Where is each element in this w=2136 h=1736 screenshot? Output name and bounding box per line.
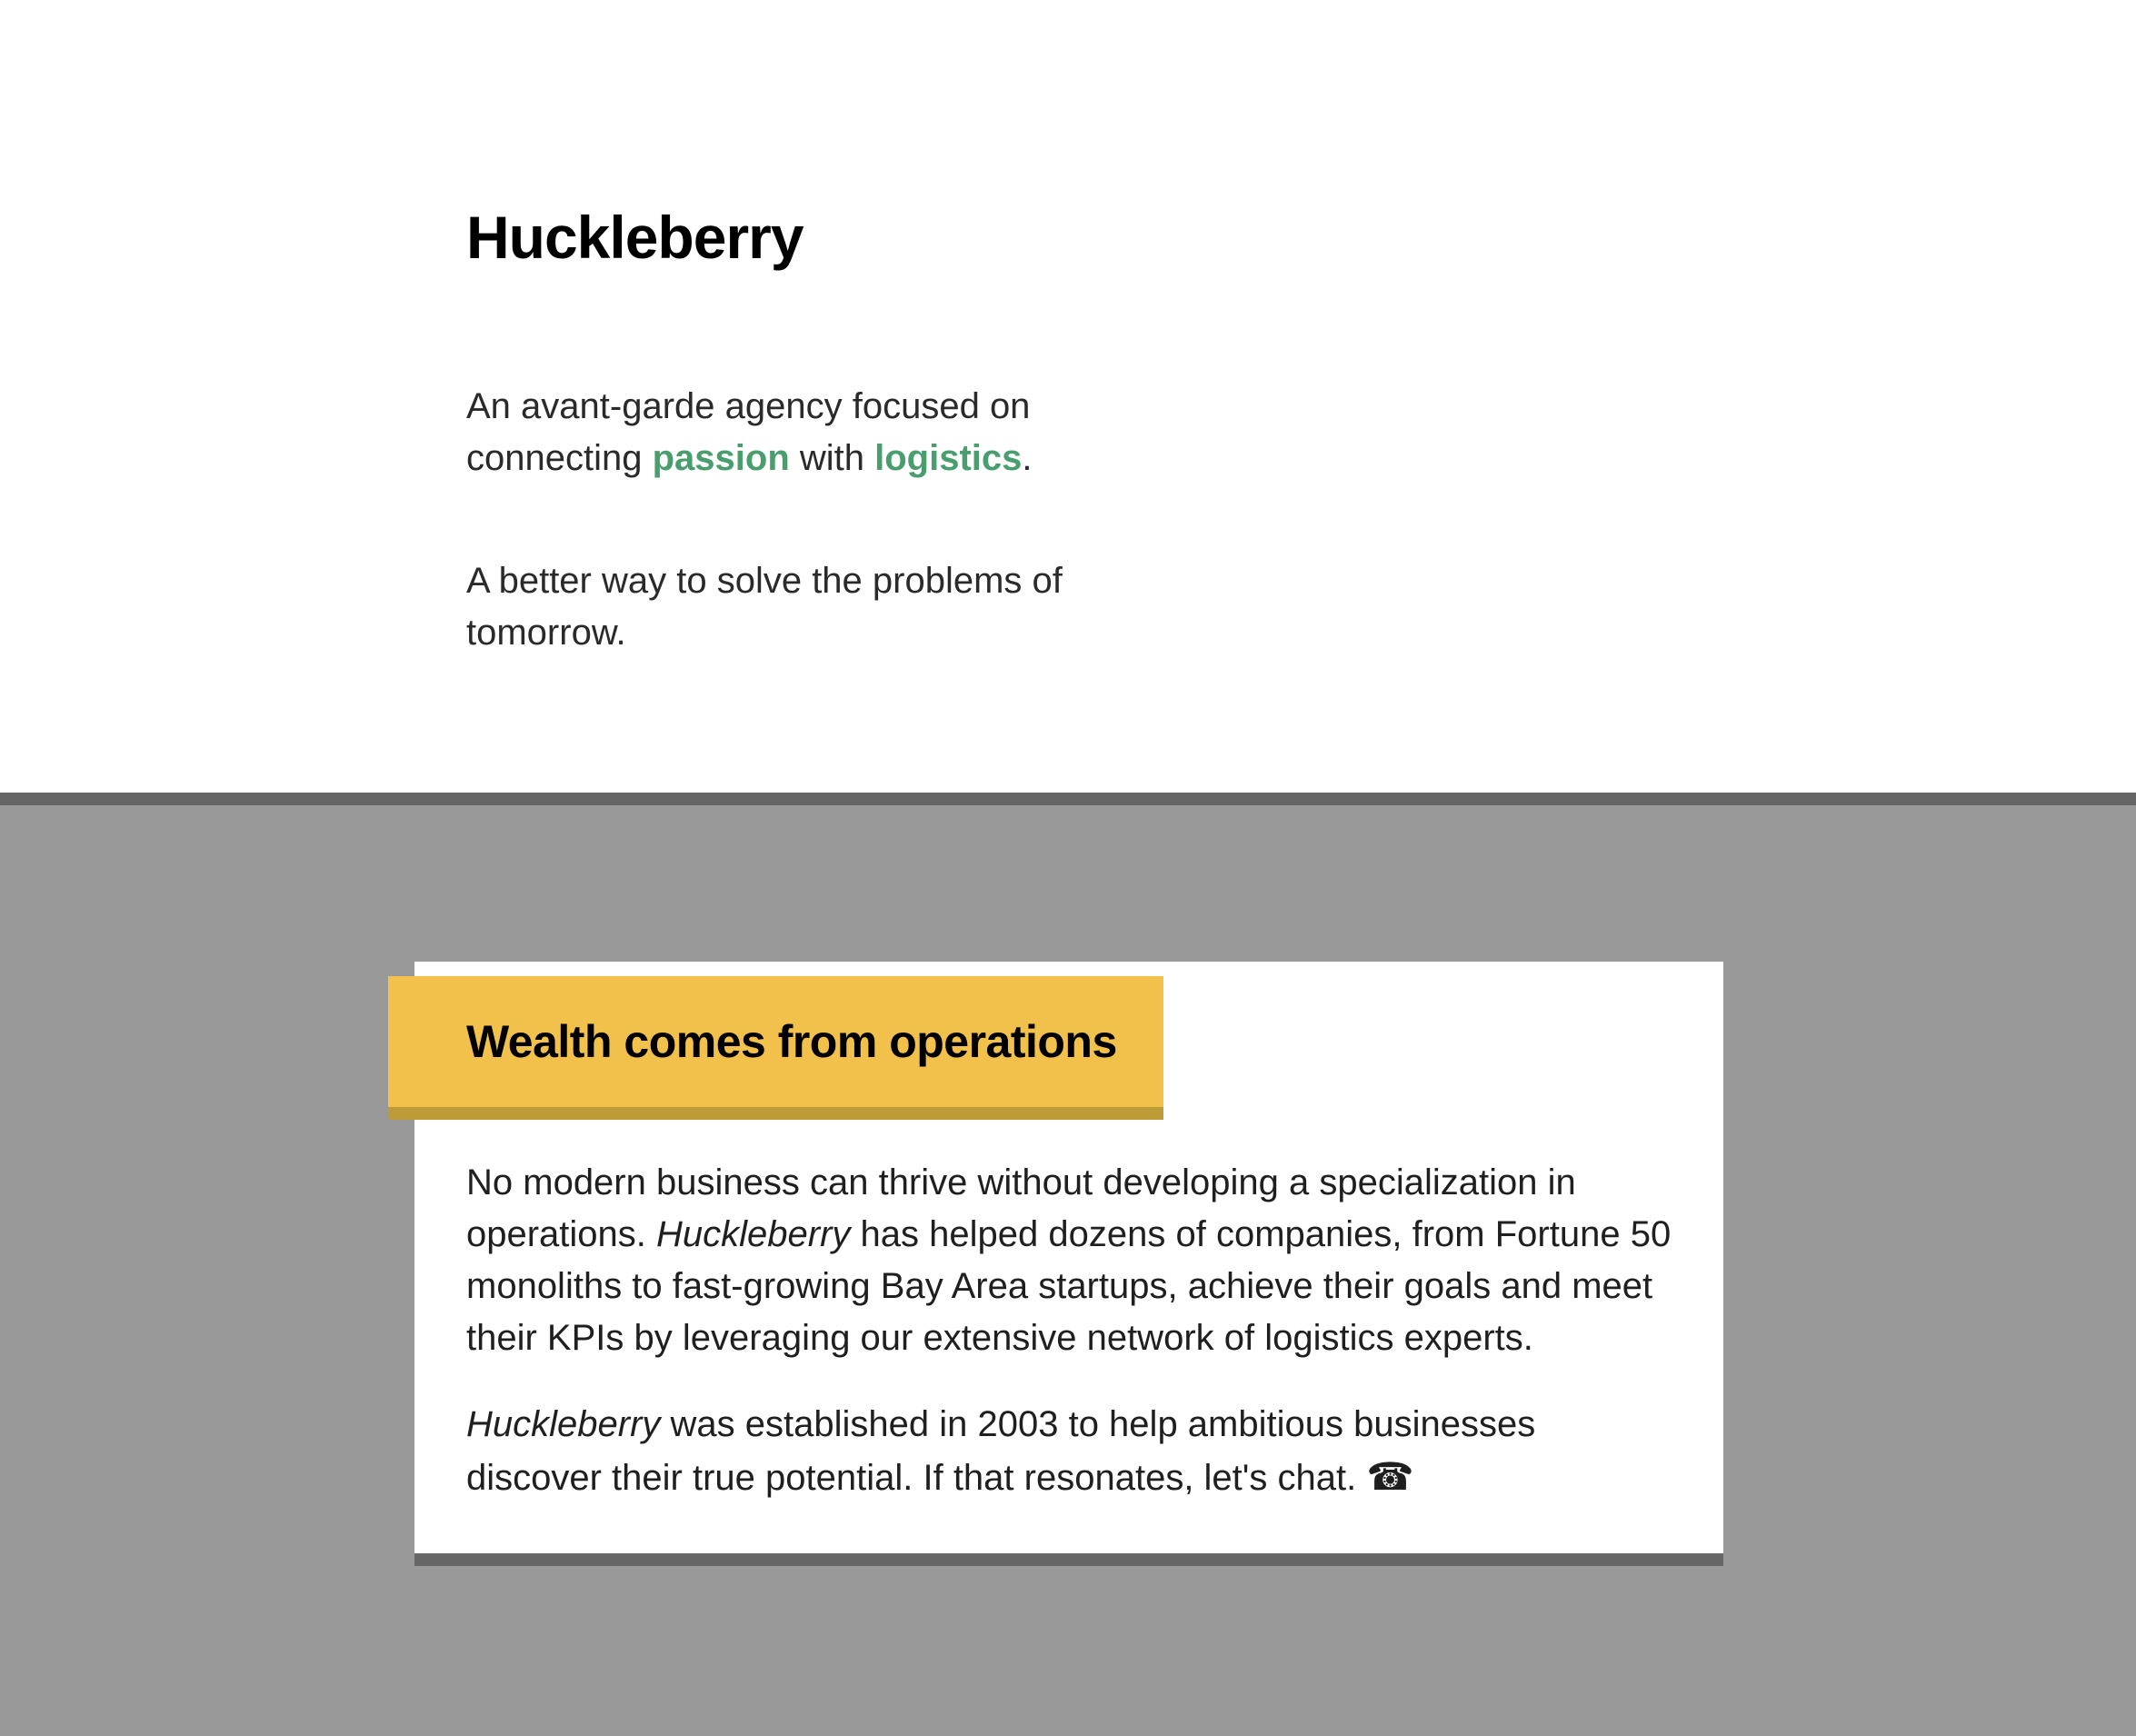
brand-name-italic: Huckleberry: [656, 1214, 851, 1254]
page-title: Huckleberry: [466, 204, 803, 271]
card-paragraph-1: [466, 1157, 1672, 1364]
intro-line-2: [466, 433, 2136, 484]
phone-icon[interactable]: ☎: [1366, 1454, 1414, 1499]
card-banner-title: Wealth comes from operations: [466, 1016, 1117, 1067]
intro-paragraph: [466, 381, 2136, 484]
tagline-line-1: A better way to solve the problems of: [466, 561, 1063, 601]
intro-line2-middle: with: [789, 438, 875, 478]
intro-line2-suffix: .: [1022, 438, 1033, 478]
card-banner: [388, 976, 1163, 1107]
card-p1-text-before: No modern business can thrive without developing a specialization in operations.: [466, 1162, 1576, 1254]
hero-section: [0, 0, 2136, 793]
passion-highlight: passion: [652, 438, 790, 478]
operations-section: [0, 805, 2136, 1736]
tagline-line-2: tomorrow.: [466, 613, 626, 653]
section-divider: [0, 793, 2136, 805]
tagline-paragraph: [466, 555, 2136, 659]
card-paragraph-2: [466, 1399, 1672, 1504]
logistics-highlight: logistics: [874, 438, 1023, 478]
brand-name-italic: Huckleberry: [466, 1404, 661, 1444]
operations-card: [414, 962, 1723, 1553]
intro-line2-prefix: connecting: [466, 438, 653, 478]
card-p1-text-after: has helped dozens of companies, from Fortune 50 monoliths to fast-growing Bay Area startups, achieve their goals and meet their KPIs by leveraging our extensive network of logistics experts.: [466, 1214, 1672, 1358]
intro-line-1: An avant-garde agency focused on: [466, 386, 1031, 426]
card-p2-text-after: was established in 2003 to help ambitious businesses discover their true potential. If that resonates, let's chat.: [466, 1404, 1536, 1498]
